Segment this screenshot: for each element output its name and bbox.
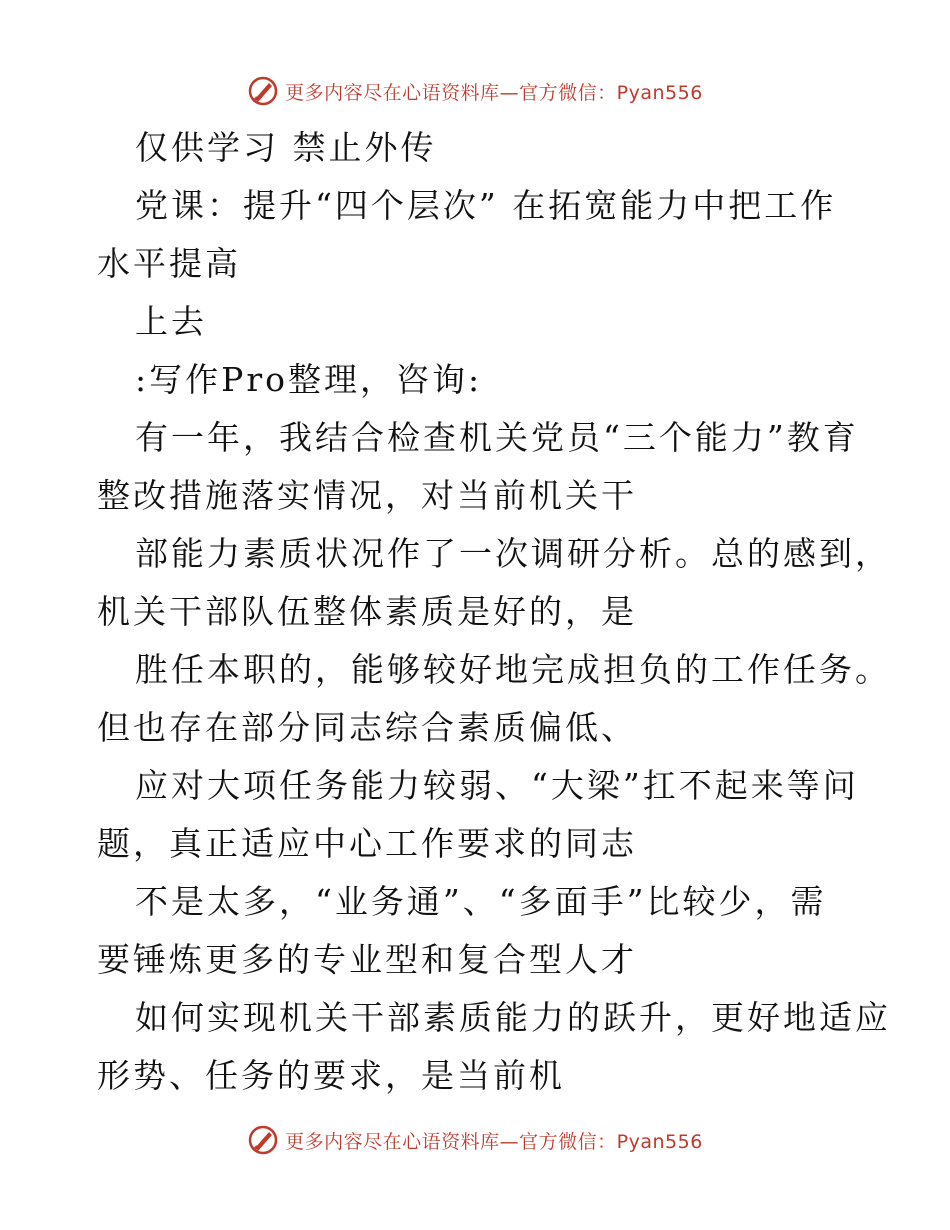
text-line: 机关干部队伍整体素质是好的，是	[97, 592, 637, 631]
footer-banner	[0, 1120, 950, 1160]
banner-text: 更多内容尽在心语资料库—官方微信：Pyan556	[285, 81, 703, 104]
text-line: 应对大项任务能力较弱、“大梁”扛不起来等问	[135, 766, 859, 805]
banner-text: 更多内容尽在心语资料库—官方微信：Pyan556	[285, 1130, 703, 1153]
text-line: 但也存在部分同志综合素质偏低、	[97, 708, 637, 747]
text-line: 上去	[135, 302, 207, 341]
text-line: 如何实现机关干部素质能力的跃升，更好地适应	[135, 998, 891, 1037]
header-banner	[0, 71, 950, 111]
text-line: 有一年，我结合检查机关党员“三个能力”教育	[135, 418, 859, 457]
text-line: :写作Pro整理，咨询:	[135, 360, 483, 399]
text-line: 部能力素质状况作了一次调研分析。总的感到，	[135, 534, 891, 573]
text-line: 不是太多，“业务通”、“多面手”比较少，需	[135, 882, 827, 921]
text-line: 形势、任务的要求，是当前机	[97, 1056, 565, 1095]
text-line: 要锤炼更多的专业型和复合型人才	[97, 940, 637, 979]
text-line: 仅供学习 禁止外传	[135, 128, 437, 167]
text-line: 水平提高	[97, 244, 241, 283]
text-line: 题，真正适应中心工作要求的同志	[97, 824, 637, 863]
text-line: 党课：提升“四个层次” 在拓宽能力中把工作	[135, 186, 837, 225]
text-line: 胜任本职的，能够较好地完成担负的工作任务。	[135, 650, 891, 689]
quill-logo-icon	[247, 1124, 279, 1156]
text-line: 整改措施落实情况，对当前机关干	[97, 476, 637, 515]
quill-logo-icon	[247, 75, 279, 107]
